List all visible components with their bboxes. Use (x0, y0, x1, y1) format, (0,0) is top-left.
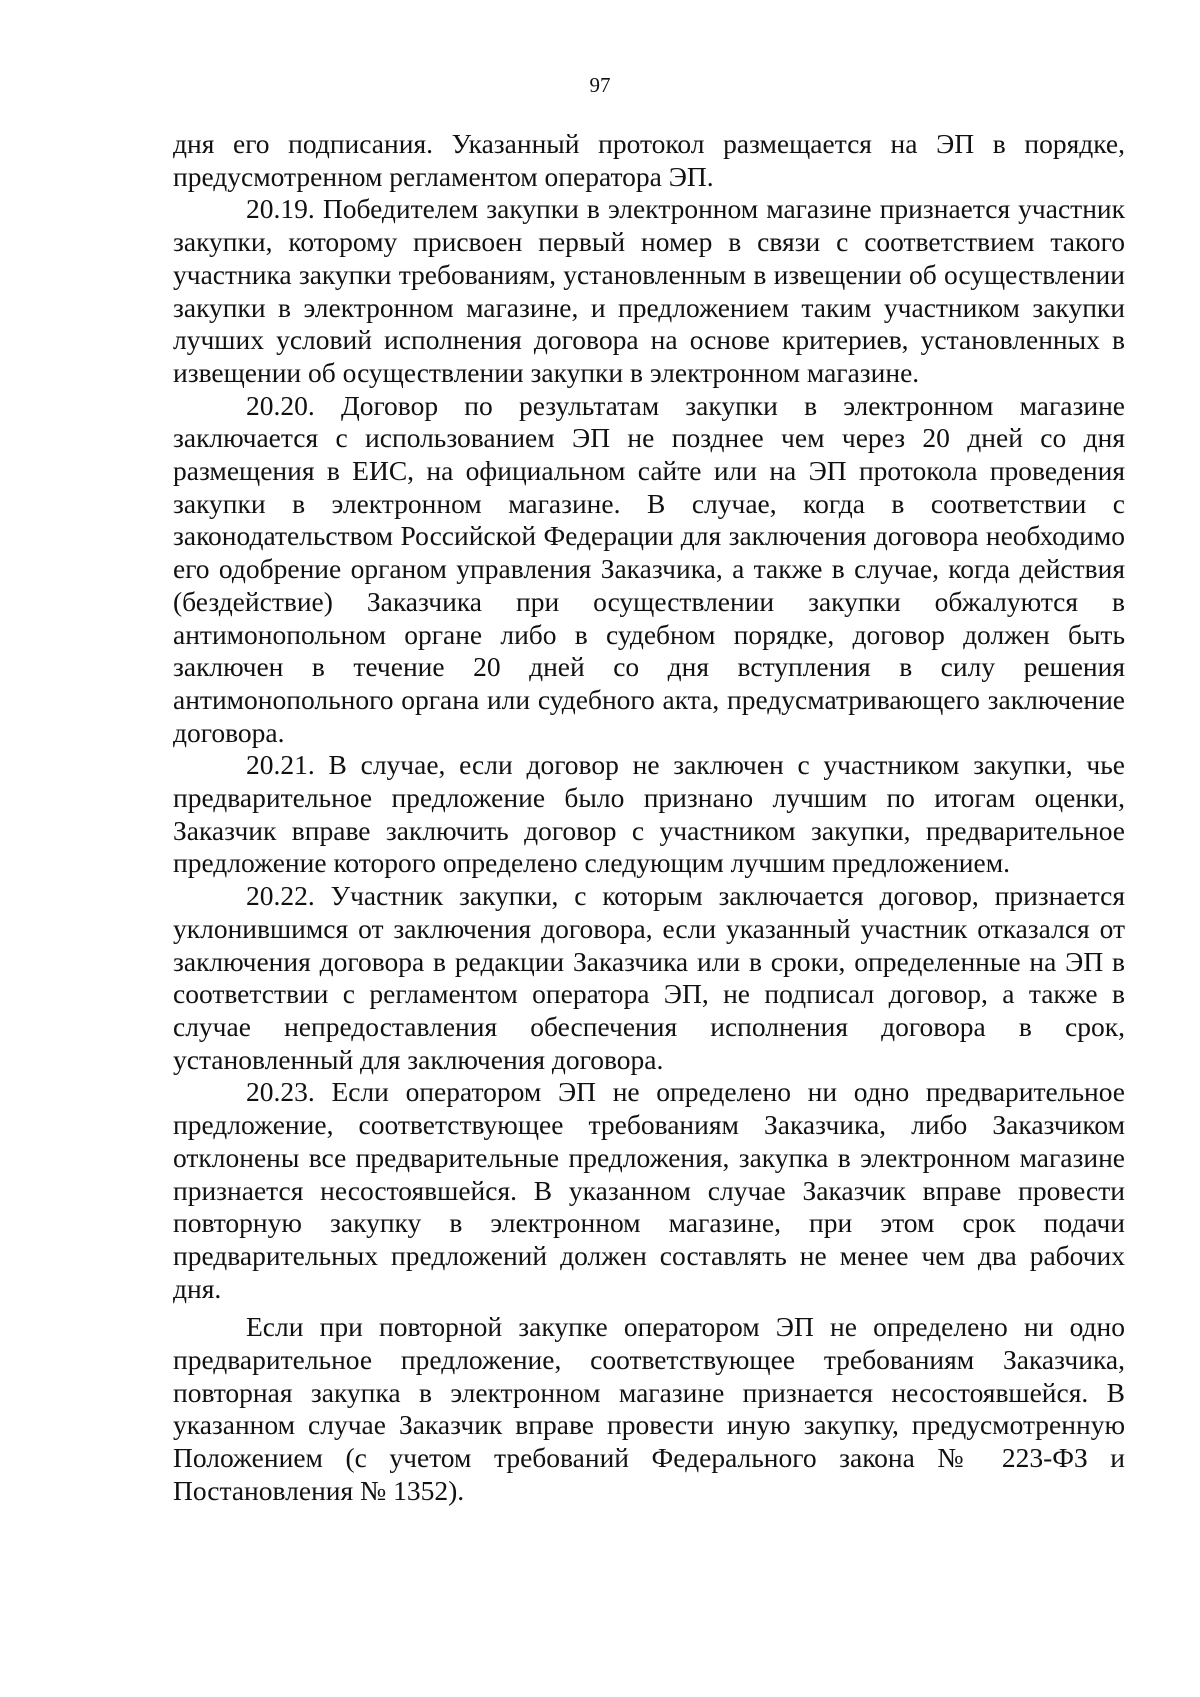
paragraph-20-22: 20.22. Участник закупки, с которым заключается договор, признается уклонившимся от заключения договора, если указанный участник отказался от заключения договора в редакции Заказчика или в сроки, определенные на ЭП в соответствии с регламентом оператора ЭП, не подписал договор, а также в случае непредоставления обеспечения исполнения договора в срок, установленный для заключения договора. (173, 880, 1125, 1075)
paragraph-20-19: 20.19. Победителем закупки в электронном магазине признается участник закупки, которому присвоен первый номер в связи с соответствием такого участника закупки требованиям, установленным в извещении об осуществлении закупки в электронном магазине, и предложением таким участником закупки лучших условий исполнения договора на основе критериев, установленных в извещении об осуществлении закупки в электронном магазине. (173, 193, 1125, 388)
paragraph-20-23: 20.23. Если оператором ЭП не определено ни одно предварительное предложение, соответствующее требованиям Заказчика, либо Заказчиком отклонены все предварительные предложения, закупка в электронном магазине признается несостоявшейся. В указанном случае Заказчик вправе провести повторную закупку в электронном магазине, при этом срок подачи предварительных предложений должен составлять не менее чем два рабочих дня. (173, 1076, 1125, 1304)
paragraph-20-21: 20.21. В случае, если договор не заключен с участником закупки, чье предварительное предложение было признано лучшим по итогам оценки, Заказчик вправе заключить договор с участником закупки, предварительное предложение которого определено следующим лучшим предложением. (173, 749, 1125, 879)
document-body (173, 128, 1125, 1508)
paragraph-20-20: 20.20. Договор по результатам закупки в электронном магазине заключается с использованием ЭП не позднее чем через 20 дней со дня размещения в ЕИС, на официальном сайте или на ЭП протокола проведения закупки в электронном магазине. В случае, когда в соответствии с законодательством Российской Федерации для заключения договора необходимо его одобрение органом управления Заказчика, а также в случае, когда действия (бездействие) Заказчика при осуществлении закупки обжалуются в антимонопольном органе либо в судебном порядке, договор должен быть заключен в течение 20 дней со дня вступления в силу решения антимонопольного органа или судебного акта, предусматривающего заключение договора. (173, 389, 1125, 748)
paragraph-continuation: дня его подписания. Указанный протокол размещается на ЭП в порядке, предусмотренном регламентом оператора ЭП. (173, 128, 1125, 192)
page-number: 97 (589, 73, 611, 97)
paragraph-repeat-procurement: Если при повторной закупке оператором ЭП не определено ни одно предварительное предложение, соответствующее требованиям Заказчика, повторная закупка в электронном магазине признается несостоявшейся. В указанном случае Заказчик вправе провести иную закупку, предусмотренную Положением (с учетом требований Федерального закона № 223-ФЗ и Постановления № 1352). (173, 1311, 1125, 1506)
